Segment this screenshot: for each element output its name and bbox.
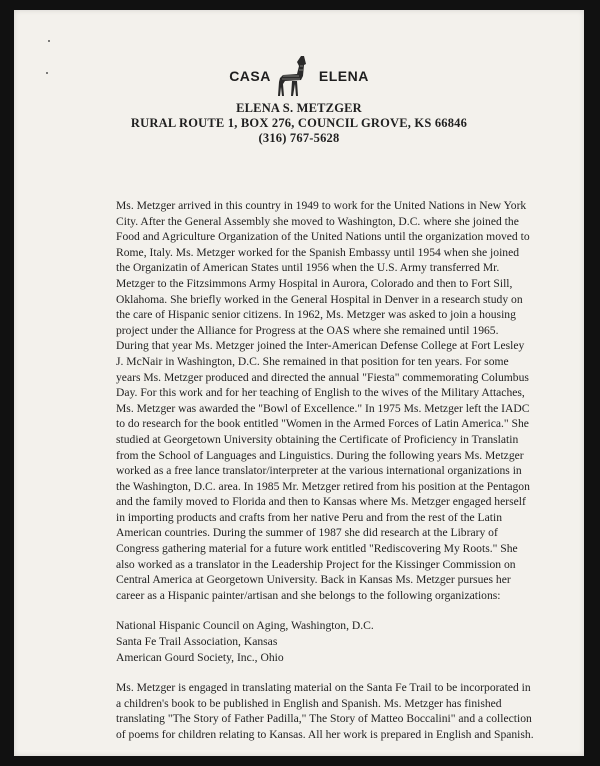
translation-paragraph: Ms. Metzger is engaged in translating material on the Santa Fe Trail to be incorporated in a children's book to be published in English and Spanish. Ms. Metzger has finished translating "The Story of Father Padilla," The Story of Matteo Boccalini" and a collection of poems for children relating to Kansas. All her work is prepared in English and Spanish.: [116, 681, 534, 741]
letterhead-name: ELENA S. METZGER: [236, 101, 362, 115]
brand-left-text: CASA: [229, 68, 271, 84]
document-page: [14, 10, 584, 756]
document-body: [116, 198, 534, 758]
organization-item: National Hispanic Council on Aging, Washington, D.C.: [116, 619, 374, 633]
letterhead-phone: (316) 767-5628: [258, 131, 340, 145]
letterhead: [14, 54, 584, 146]
organization-list: [116, 618, 534, 665]
llama-icon: [277, 54, 313, 98]
organization-item: American Gourd Society, Inc., Ohio: [116, 650, 284, 664]
biography-paragraph: Ms. Metzger arrived in this country in 1949 to work for the United Nations in New York City. After the General Assembly she moved to Washington, D.C. where she joined the Food and Agriculture Organization of the United Nations until the organization moved to Rome, Italy. Ms. Metzger worked for the Spanish Embassy until 1954 when she joined the Organizatin of American States until 1956 when the U.S. Army transferred Mr. Metzger to the Fitzsimmons Army Hospital in Aurora, Colorado and then to Fort Sill, Oklahoma. She briefly worked in the General Hospital in Denver in a research study on the care of Hispanic senior citizens. In 1962, Ms. Metzger was asked to join a housing project under the Alliance for Progress at the OAS where she remained until 1965. During that year Ms. Metzger joined the Inter-American Defense College at Fort Lesley J. McNair in Washington, D.C. She remained in that position for ten years. For some years Ms. Metzger produced and directed the annual "Fiesta" commemorating Columbus Day. For this work and for her teaching of English to the wives of the Military Attaches, Ms. Metzger was awarded the "Bowl of Excellence." In 1975 Ms. Metzger left the IADC to do research for the book entitled "Women in the Armed Forces of Latin America." She studied at Georgetown University obtaining the Certificate of Proficiency in Translatin from the School of Languages and Linguistics. During the following years Ms. Metzger worked as a free lance translator/interpreter at the various international organizations in the Washington, D.C. area. In 1985 Mr. Metzger retired from his position at the Pentagon and the family moved to Florida and then to Kansas where Ms. Metzger engaged herself in importing products and crafts from her native Peru and from the rest of the Latin American countries. During the summer of 1987 she did research at the Library of Congress gathering material for a future work entitled "Rediscovering My Roots." She also worked as a translator in the Leadership Project for the Kissinger Commission on Central America at Georgetown University. Back in Kansas Ms. Metzger pursues her career as a Hispanic painter/artisan and she belongs to the following organizations:: [116, 199, 530, 602]
organization-item: Santa Fe Trail Association, Kansas: [116, 635, 278, 649]
brand-right-text: ELENA: [318, 68, 369, 84]
letterhead-address: RURAL ROUTE 1, BOX 276, COUNCIL GROVE, KS 66846: [130, 116, 468, 130]
brand-logo: [14, 54, 584, 98]
paper-speck: [48, 40, 50, 42]
